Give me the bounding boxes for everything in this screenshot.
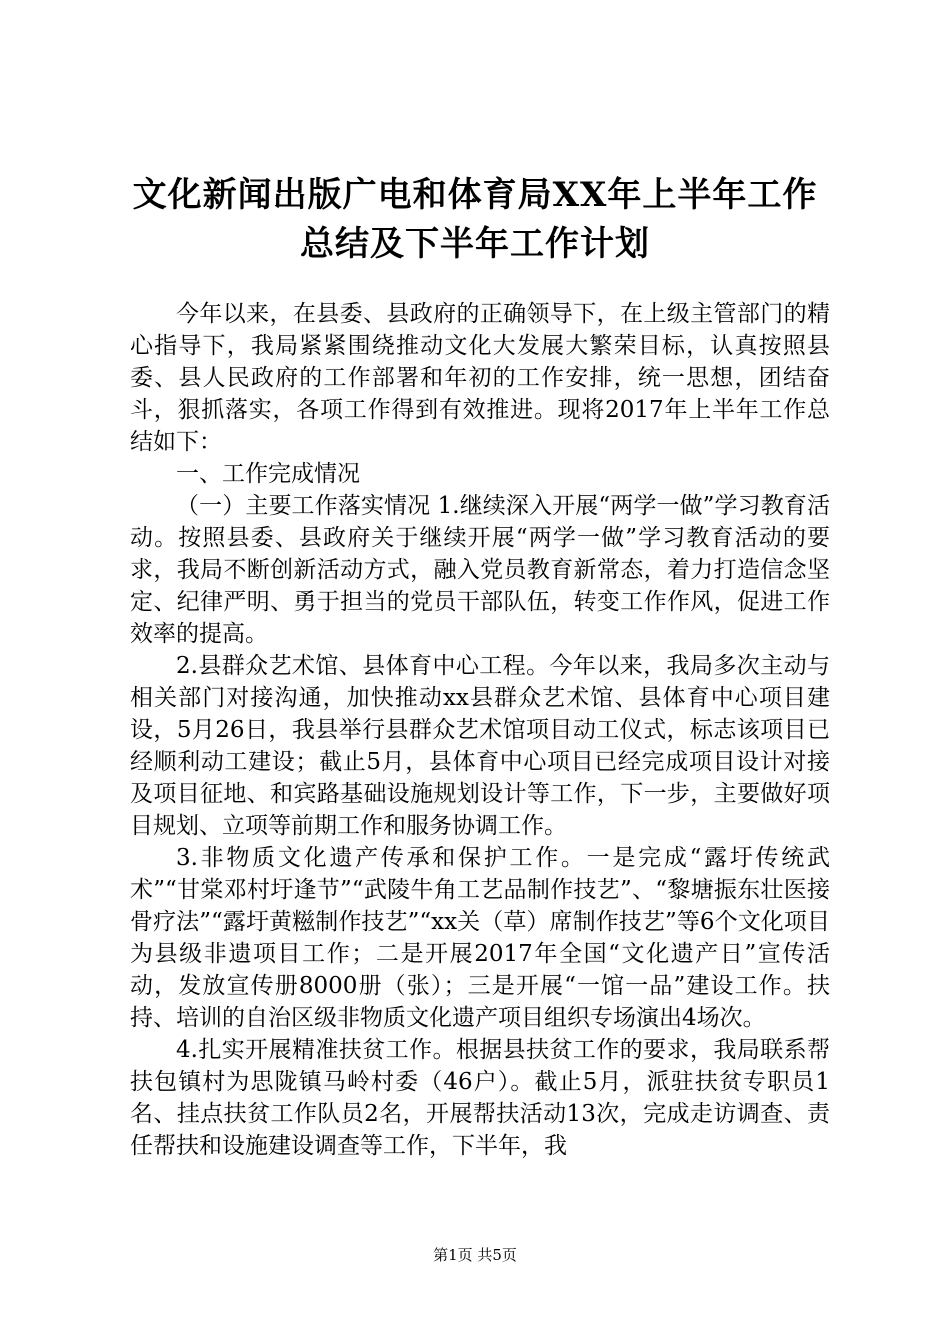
document-body <box>130 298 830 1162</box>
paragraph-item-4: 4.扎实开展精准扶贫工作。根据县扶贫工作的要求，我局联系帮扶包镇村为思陇镇马岭村委（46户）。截止5月，派驻扶贫专职员1名、挂点扶贫工作队员2名，开展帮扶活动13次，完成走访调查、责任帮扶和设施建设调查等工作，下半年，我 <box>130 1037 830 1159</box>
document-title-line-1: 文化新闻出版广电和体育局XX年上半年工作 <box>132 175 818 215</box>
paragraph-item-3: 3.非物质文化遗产传承和保护工作。一是完成“露圩传统武术”“甘棠邓村圩逢节”“武陵牛角工艺品制作技艺”、“黎塘振东壮医接骨疗法”“露圩黄糍制作技艺”“xx关（草）席制作技艺”等6个文化项目为县级非遗项目工作；二是开展2017年全国“文化遗产日”宣传活动，发放宣传册8000册（张）；三是开展“一馆一品”建设工作。扶持、培训的自治区级非物质文化遗产项目组织专场演出4场次。 <box>130 845 830 1031</box>
paragraph-intro: 今年以来，在县委、县政府的正确领导下，在上级主管部门的精心指导下，我局紧紧围绕推动文化大发展大繁荣目标，认真按照县委、县人民政府的工作部署和年初的工作安排，统一思想，团结奋斗，狠抓落实，各项工作得到有效推进。现将2017年上半年工作总结如下： <box>130 301 830 455</box>
paragraph-item-1: （一）主要工作落实情况 1.继续深入开展“两学一做”学习教育活动。按照县委、县政府关于继续开展“两学一做”学习教育活动的要求，我局不断创新活动方式，融入党员教育新常态，着力打造信念坚定、纪律严明、勇于担当的党员干部队伍，转变工作作风，促进工作效率的提高。 <box>130 493 830 647</box>
document-title-line-2: 总结及下半年工作计划 <box>300 224 650 264</box>
page-number-footer: 第1页 共5页 <box>433 1246 517 1264</box>
section-heading: 一、工作完成情况 <box>176 461 360 487</box>
paragraph-item-2: 2.县群众艺术馆、县体育中心工程。今年以来，我局多次主动与相关部门对接沟通，加快推动xx县群众艺术馆、县体育中心项目建设，5月26日，我县举行县群众艺术馆项目动工仪式，标志该项目已经顺利动工建设；截止5月，县体育中心项目已经完成项目设计对接及项目征地、和宾路基础设施规划设计等工作，下一步，主要做好项目规划、立项等前期工作和服务协调工作。 <box>130 653 830 839</box>
